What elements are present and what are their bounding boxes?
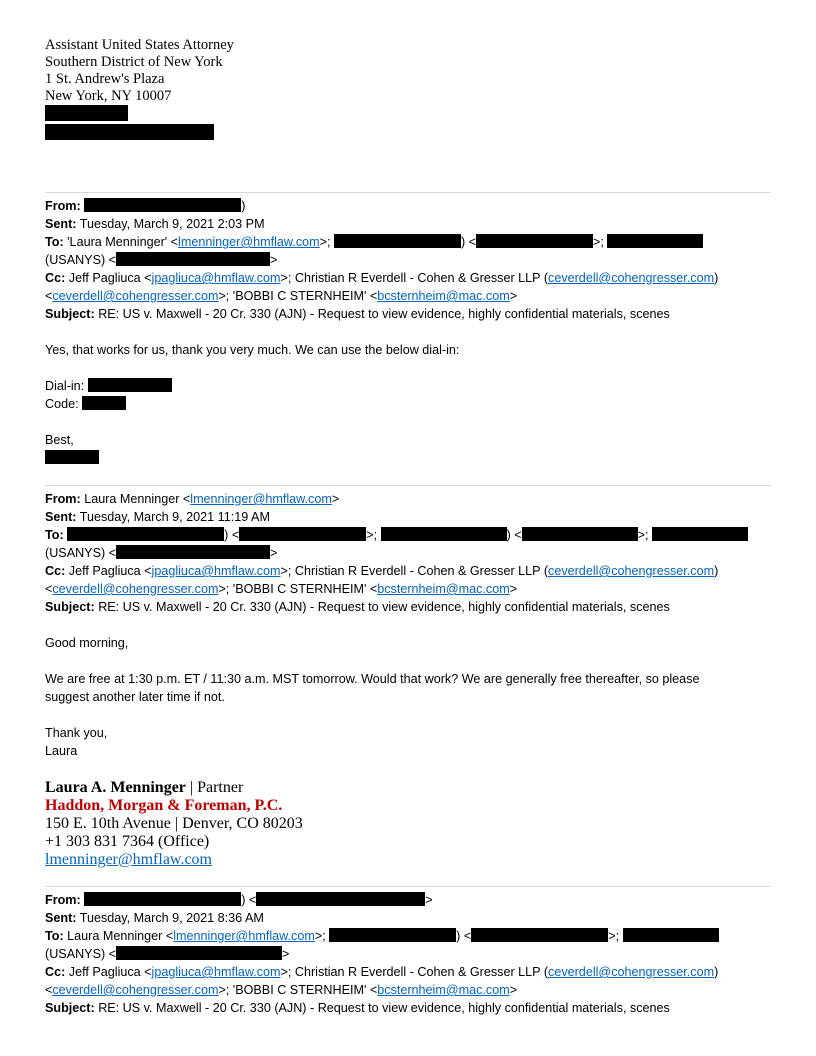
dial-in-label: Dial-in: xyxy=(45,379,85,393)
subject-line xyxy=(45,999,771,1017)
email-link[interactable]: bcsternheim@mac.com xyxy=(377,582,510,596)
email-message-3 xyxy=(45,886,771,1017)
body-line: suggest another later time if not. xyxy=(45,690,225,704)
email-link[interactable]: jpagliuca@hmflaw.com xyxy=(151,564,281,578)
cc-label: Cc: xyxy=(45,965,66,979)
sig-email-link[interactable]: lmenninger@hmflaw.com xyxy=(45,851,212,868)
to-line: To: 'Laura Menninger' <lmenninger@hmflaw.com>; ) < >; xyxy=(45,233,771,251)
cc-text: >; 'BOBBI C STERNHEIM' < xyxy=(218,289,378,303)
email-signature xyxy=(45,779,771,869)
redaction-box xyxy=(45,105,128,121)
redaction-box xyxy=(334,234,461,248)
to-line: To: ) < >; ) < >; xyxy=(45,526,771,544)
cc-line xyxy=(45,963,771,981)
email-message-1 xyxy=(45,192,771,467)
cc-label: Cc: xyxy=(45,564,66,578)
email-link[interactable]: bcsternheim@mac.com xyxy=(377,983,510,997)
redaction-box xyxy=(82,396,126,410)
from-line xyxy=(45,490,771,508)
email-link[interactable]: ceverdell@cohengresser.com xyxy=(52,289,219,303)
from-name: Laura Menninger < xyxy=(84,492,191,506)
ausa-street: 1 St. Andrew's Plaza xyxy=(45,71,165,87)
subject-value: RE: US v. Maxwell - 20 Cr. 330 (AJN) - Request to view evidence, highly confidential materials, scenes xyxy=(98,1001,670,1015)
to-line: To: Laura Menninger <lmenninger@hmflaw.com>; ) < >; xyxy=(45,927,771,945)
subject-label: Subject: xyxy=(45,1001,95,1015)
body-paragraph: Yes, that works for us, thank you very much. We can use the below dial-in: xyxy=(45,343,460,357)
from-line xyxy=(45,891,771,909)
cc-text: >; Christian R Everdell - Cohen & Gresser LLP ( xyxy=(280,564,549,578)
sig-phone: +1 303 831 7364 (Office) xyxy=(45,833,210,850)
to-line-2: (USANYS) < > xyxy=(45,546,278,560)
cc-text: >; 'BOBBI C STERNHEIM' < xyxy=(218,983,378,997)
to-line2-text: (USANYS) < xyxy=(45,947,117,961)
divider xyxy=(45,485,771,486)
email-link[interactable]: lmenninger@hmflaw.com xyxy=(190,492,332,506)
body-line: We are free at 1:30 p.m. ET / 11:30 a.m. MST tomorrow. Would that work? We are generally free thereafter, so please xyxy=(45,672,700,686)
to-name: Laura Menninger < xyxy=(67,929,174,943)
redaction-box xyxy=(652,527,748,541)
cc-text: ) xyxy=(714,965,719,979)
ausa-office: Southern District of New York xyxy=(45,54,223,70)
cc-text: >; 'BOBBI C STERNHEIM' < xyxy=(218,582,378,596)
cc-text: > xyxy=(509,983,518,997)
redaction-box xyxy=(522,527,638,541)
redaction-box xyxy=(607,234,703,248)
cc-text: < xyxy=(45,289,53,303)
greeting: Good morning, xyxy=(45,636,129,650)
subject-value: RE: US v. Maxwell - 20 Cr. 330 (AJN) - Request to view evidence, highly confidential materials, scenes xyxy=(98,307,670,321)
redaction-box xyxy=(116,946,282,960)
email-link[interactable]: jpagliuca@hmflaw.com xyxy=(151,965,281,979)
sent-value: Tuesday, March 9, 2021 8:36 AM xyxy=(79,911,264,925)
cc-name: Jeff Pagliuca < xyxy=(68,564,152,578)
to-label: To: xyxy=(45,235,64,249)
cc-name: Jeff Pagliuca < xyxy=(68,965,152,979)
email-link[interactable]: ceverdell@cohengresser.com xyxy=(52,582,219,596)
from-label: From: xyxy=(45,199,81,213)
email-link[interactable]: lmenninger@hmflaw.com xyxy=(173,929,315,943)
redaction-box xyxy=(471,928,608,942)
cc-line-2 xyxy=(45,981,771,999)
email-link[interactable]: lmenninger@hmflaw.com xyxy=(178,235,320,249)
to-separator: >; xyxy=(319,235,331,249)
cc-line xyxy=(45,562,771,580)
sent-label: Sent: xyxy=(45,217,77,231)
redaction-box xyxy=(623,928,719,942)
cc-text: >; Christian R Everdell - Cohen & Gresser LLP ( xyxy=(280,271,549,285)
closing: Best, xyxy=(45,433,74,447)
redaction-box xyxy=(84,198,241,212)
from-tail: ) xyxy=(241,199,246,213)
sent-line xyxy=(45,508,771,526)
to-line2-text: (USANYS) < xyxy=(45,546,117,560)
sig-title: | Partner xyxy=(185,779,244,796)
email-message-2 xyxy=(45,485,771,869)
email-link[interactable]: jpagliuca@hmflaw.com xyxy=(151,271,281,285)
code-label: Code: xyxy=(45,397,79,411)
cc-text: < xyxy=(45,582,53,596)
redaction-box xyxy=(476,234,593,248)
from-tail: > xyxy=(425,893,433,907)
cc-line-2 xyxy=(45,580,771,598)
redaction-box xyxy=(381,527,507,541)
to-separator: >; xyxy=(314,929,326,943)
cc-text: > xyxy=(509,582,518,596)
sent-label: Sent: xyxy=(45,510,77,524)
dial-in-line xyxy=(45,377,771,395)
subject-label: Subject: xyxy=(45,307,95,321)
redaction-box xyxy=(116,252,270,266)
subject-line xyxy=(45,598,771,616)
email-link[interactable]: ceverdell@cohengresser.com xyxy=(548,271,715,285)
sent-label: Sent: xyxy=(45,911,77,925)
to-line-2: (USANYS) < > xyxy=(45,947,290,961)
cc-text: ) xyxy=(714,271,719,285)
cc-line-2 xyxy=(45,287,771,305)
sent-line xyxy=(45,909,771,927)
redaction-box xyxy=(116,545,270,559)
closing: Thank you, xyxy=(45,726,108,740)
cc-text: ) xyxy=(714,564,719,578)
subject-line xyxy=(45,305,771,323)
sent-value: Tuesday, March 9, 2021 2:03 PM xyxy=(79,217,265,231)
to-line2-text: (USANYS) < xyxy=(45,253,117,267)
from-label: From: xyxy=(45,492,81,506)
cc-name: Jeff Pagliuca < xyxy=(68,271,152,285)
redaction-box xyxy=(239,527,366,541)
redaction-box xyxy=(45,124,214,140)
subject-value: RE: US v. Maxwell - 20 Cr. 330 (AJN) - Request to view evidence, highly confidential materials, scenes xyxy=(98,600,670,614)
sender-first-name: Laura xyxy=(45,744,78,758)
subject-label: Subject: xyxy=(45,600,95,614)
sent-line xyxy=(45,215,771,233)
divider xyxy=(45,886,771,887)
ausa-signature-block xyxy=(45,37,234,143)
from-text: ) < xyxy=(241,893,257,907)
email-link[interactable]: ceverdell@cohengresser.com xyxy=(548,564,715,578)
sig-address: 150 E. 10th Avenue | Denver, CO 80203 xyxy=(45,815,303,832)
from-tail: > xyxy=(331,492,340,506)
cc-line xyxy=(45,269,771,287)
divider xyxy=(45,192,771,193)
ausa-title: Assistant United States Attorney xyxy=(45,37,234,53)
redaction-box xyxy=(84,892,241,906)
email-link[interactable]: ceverdell@cohengresser.com xyxy=(52,983,219,997)
to-name: 'Laura Menninger' < xyxy=(67,235,179,249)
sent-value: Tuesday, March 9, 2021 11:19 AM xyxy=(79,510,270,524)
ausa-city: New York, NY 10007 xyxy=(45,88,172,104)
to-label: To: xyxy=(45,929,64,943)
to-line-2: (USANYS) < > xyxy=(45,253,278,267)
sig-name: Laura A. Menninger xyxy=(45,779,186,796)
code-line xyxy=(45,395,771,413)
cc-text: > xyxy=(509,289,518,303)
cc-text: >; Christian R Everdell - Cohen & Gresser LLP ( xyxy=(280,965,549,979)
from-label: From: xyxy=(45,893,81,907)
redaction-box xyxy=(88,378,172,392)
sig-firm: Haddon, Morgan & Foreman, P.C. xyxy=(45,797,283,814)
email-link[interactable]: bcsternheim@mac.com xyxy=(377,289,510,303)
from-line xyxy=(45,197,771,215)
redaction-box xyxy=(67,527,224,541)
redaction-box xyxy=(45,450,99,464)
to-label: To: xyxy=(45,528,64,542)
cc-text: < xyxy=(45,983,53,997)
cc-label: Cc: xyxy=(45,271,66,285)
redaction-box xyxy=(256,892,425,906)
redaction-box xyxy=(329,928,456,942)
email-link[interactable]: ceverdell@cohengresser.com xyxy=(548,965,715,979)
